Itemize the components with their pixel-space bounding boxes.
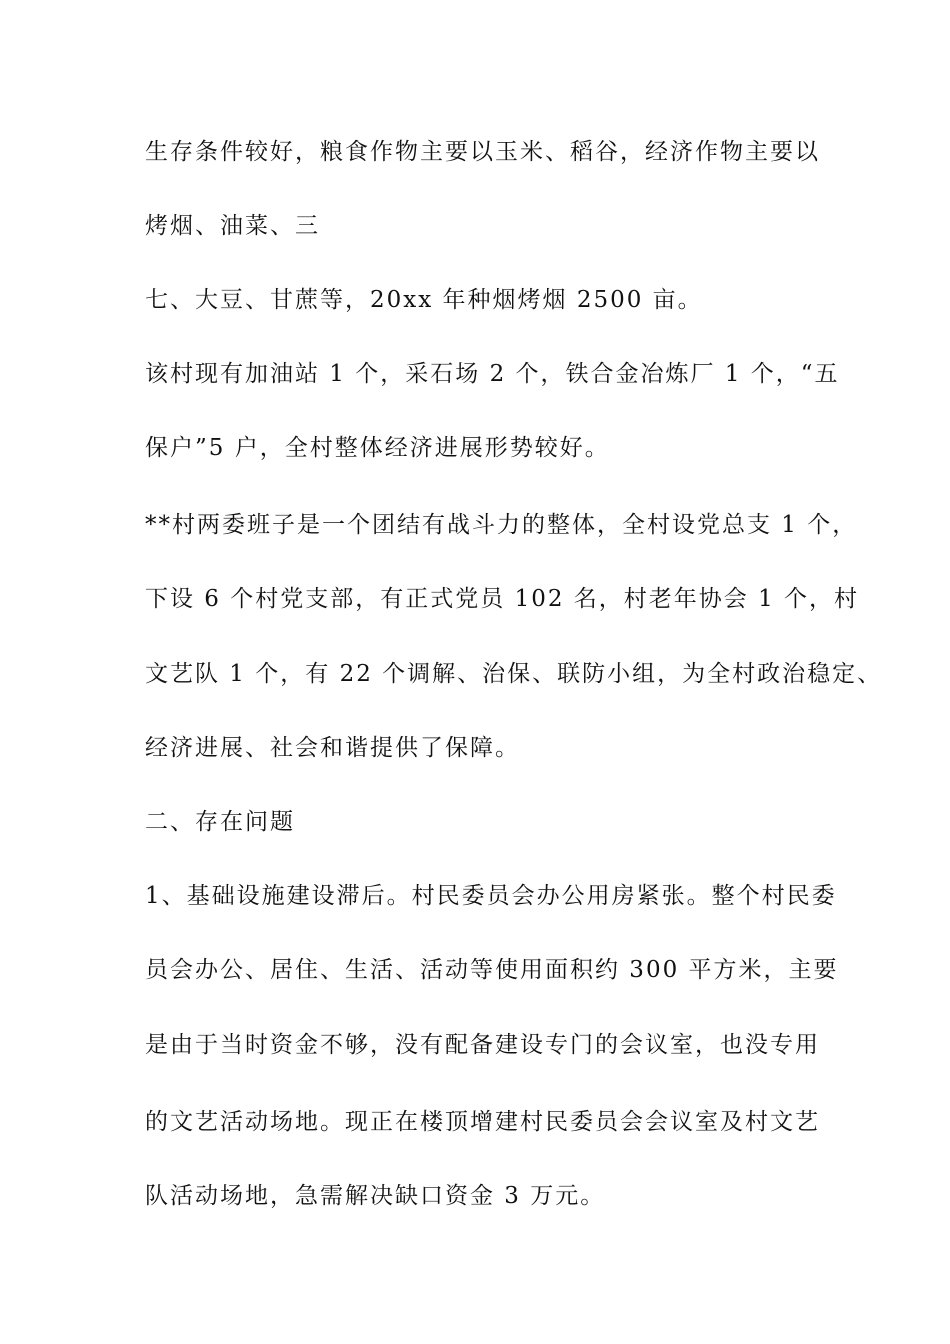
- section-heading: 二、存在问题: [145, 809, 295, 835]
- body-line-1: 生存条件较好，粮食作物主要以玉米、稻谷，经济作物主要以: [145, 139, 820, 165]
- body-line-9: 经济进展、社会和谐提供了保障。: [145, 735, 520, 761]
- body-line-15: 队活动场地，急需解决缺口资金 3 万元。: [145, 1183, 606, 1209]
- body-line-4: 该村现有加油站 1 个，采石场 2 个，铁合金冶炼厂 1 个，“五: [145, 361, 840, 387]
- body-line-7: 下设 6 个村党支部，有正式党员 102 名，村老年协会 1 个，村: [145, 586, 860, 612]
- body-line-3: 七、大豆、甘蔗等，20xx 年种烟烤烟 2500 亩。: [145, 287, 703, 313]
- body-line-12: 员会办公、居住、生活、活动等使用面积约 300 平方米，主要: [145, 957, 839, 983]
- body-line-14: 的文艺活动场地。现正在楼顶增建村民委员会会议室及村文艺: [145, 1109, 820, 1135]
- body-line-13: 是由于当时资金不够，没有配备建设专门的会议室，也没专用: [145, 1032, 820, 1058]
- body-line-8: 文艺队 1 个，有 22 个调解、治保、联防小组，为全村政治稳定、: [145, 661, 883, 687]
- body-line-5: 保户”5 户，全村整体经济进展形势较好。: [145, 435, 610, 461]
- body-line-11: 1、基础设施建设滞后。村民委员会办公用房紧张。整个村民委: [145, 883, 837, 909]
- body-line-6: **村两委班子是一个团结有战斗力的整体，全村设党总支 1 个，: [145, 512, 858, 538]
- body-line-2: 烤烟、油菜、三: [145, 213, 320, 239]
